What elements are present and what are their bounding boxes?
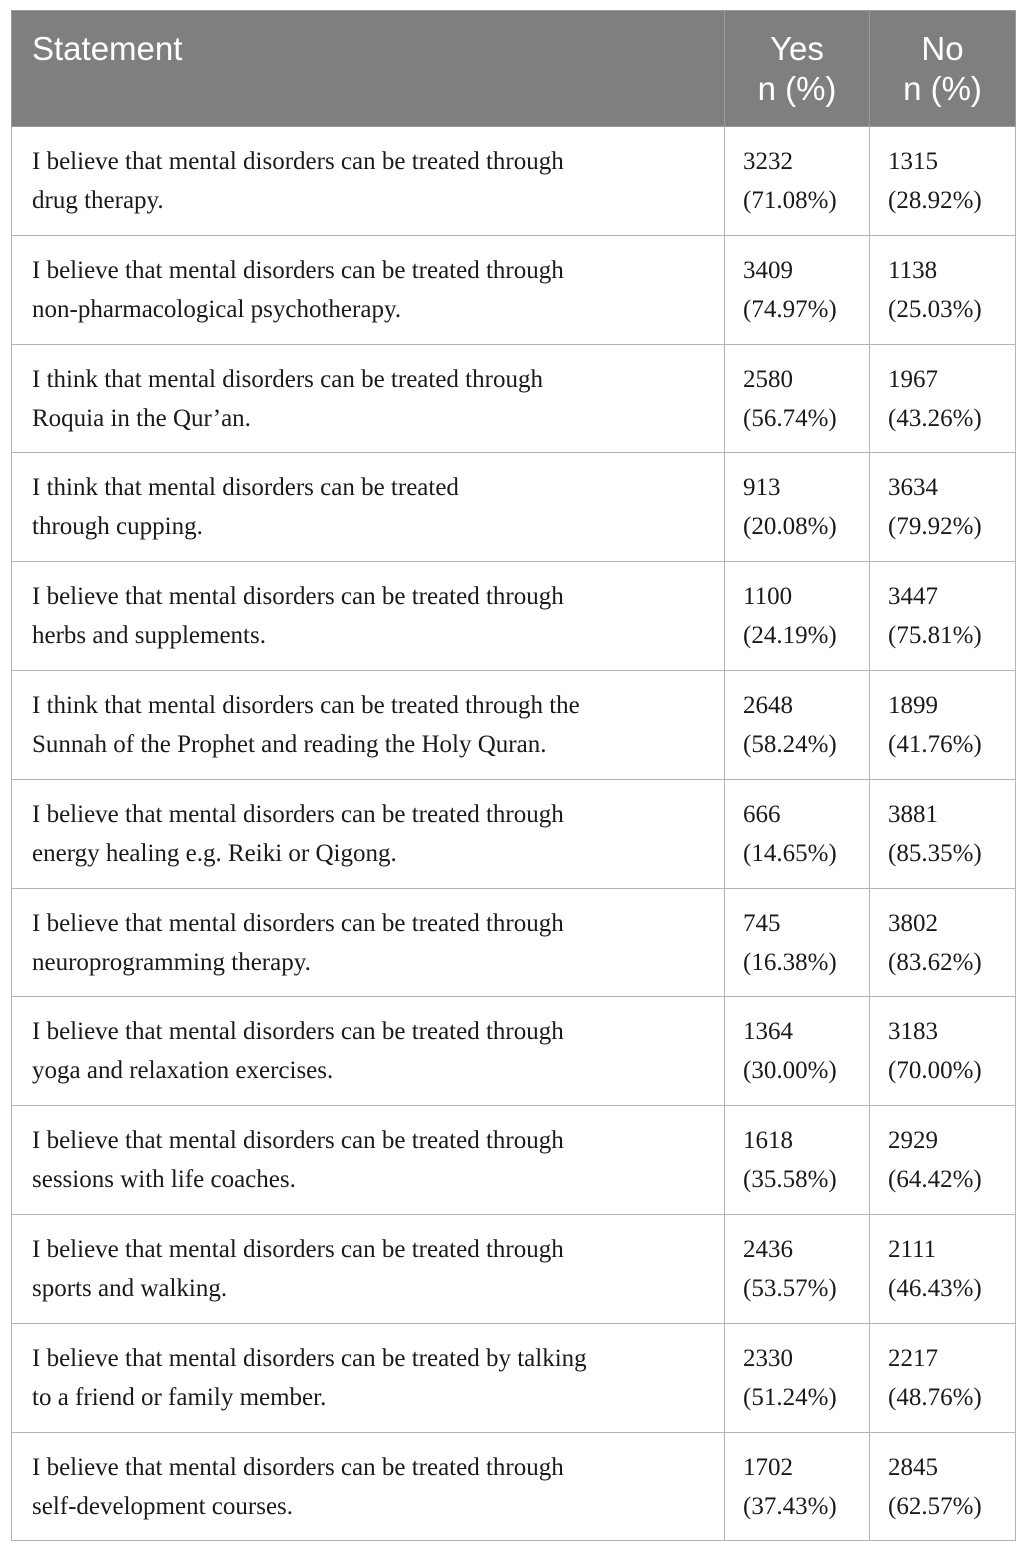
statement-cell [12, 997, 725, 1106]
yes-cell [725, 670, 870, 779]
no-cell [870, 997, 1016, 1106]
statement-line-2: Roquia in the Qur’an. [32, 404, 251, 432]
no-percent: (41.76%) [888, 730, 982, 758]
table-row [12, 453, 1016, 562]
table-row [12, 1323, 1016, 1432]
no-count: 1315 [888, 148, 938, 175]
statement-line-2: herbs and supplements. [32, 622, 266, 650]
no-count: 3881 [888, 800, 938, 828]
yes-cell [725, 1214, 870, 1323]
yes-cell [725, 235, 870, 344]
statement-line-1: I believe that mental disorders can be treated through [32, 583, 564, 611]
yes-percent: (20.08%) [743, 513, 837, 541]
statement-line-1: I believe that mental disorders can be treated through [32, 909, 564, 937]
no-cell [870, 1106, 1016, 1215]
results-table-container [11, 10, 1015, 1541]
header-no [870, 11, 1016, 127]
yes-count: 666 [743, 800, 781, 828]
table-row [12, 344, 1016, 453]
statement-cell [12, 562, 725, 671]
yes-count: 2580 [743, 365, 793, 393]
yes-percent: (74.97%) [743, 295, 837, 323]
yes-cell [725, 127, 870, 236]
no-count: 1899 [888, 691, 938, 719]
yes-percent: (56.74%) [743, 404, 837, 432]
table-row [12, 1106, 1016, 1215]
yes-percent: (51.24%) [743, 1383, 837, 1411]
statement-cell [12, 235, 725, 344]
no-count: 3634 [888, 474, 938, 502]
yes-percent: (35.58%) [743, 1166, 837, 1194]
no-cell [870, 670, 1016, 779]
no-cell [870, 1323, 1016, 1432]
yes-count: 745 [743, 909, 781, 937]
statement-line-1: I think that mental disorders can be treated [32, 474, 459, 502]
no-cell [870, 127, 1016, 236]
yes-percent: (30.00%) [743, 1057, 837, 1085]
statement-line-2: sessions with life coaches. [32, 1166, 296, 1194]
statement-line-2: Sunnah of the Prophet and reading the Holy Quran. [32, 730, 547, 758]
table-row [12, 1214, 1016, 1323]
no-percent: (79.92%) [888, 513, 982, 541]
no-percent: (48.76%) [888, 1383, 982, 1411]
results-table [11, 10, 1016, 1541]
statement-cell [12, 670, 725, 779]
yes-count: 1364 [743, 1018, 793, 1046]
yes-count: 3409 [743, 256, 793, 284]
yes-percent: (14.65%) [743, 839, 837, 867]
statement-cell [12, 344, 725, 453]
yes-cell [725, 562, 870, 671]
yes-cell [725, 997, 870, 1106]
table-row [12, 127, 1016, 236]
yes-count: 2436 [743, 1235, 793, 1263]
no-cell [870, 344, 1016, 453]
header-no-label: No [921, 30, 964, 67]
no-percent: (28.92%) [888, 187, 982, 214]
table-body [12, 127, 1016, 1541]
no-cell [870, 888, 1016, 997]
yes-cell [725, 344, 870, 453]
yes-count: 3232 [743, 148, 793, 175]
statement-line-2: drug therapy. [32, 187, 164, 214]
no-count: 3447 [888, 583, 938, 611]
no-percent: (83.62%) [888, 948, 982, 976]
statement-line-2: sports and walking. [32, 1274, 228, 1302]
statement-line-1: I believe that mental disorders can be treated through [32, 800, 564, 828]
table-row [12, 1432, 1016, 1541]
yes-count: 1618 [743, 1127, 793, 1155]
yes-count: 1702 [743, 1453, 793, 1481]
no-count: 2217 [888, 1344, 938, 1372]
statement-cell [12, 453, 725, 562]
yes-percent: (24.19%) [743, 622, 837, 650]
statement-cell [12, 1432, 725, 1541]
no-cell [870, 235, 1016, 344]
table-row [12, 235, 1016, 344]
no-count: 1138 [888, 256, 938, 284]
statement-line-1: I think that mental disorders can be treated through the [32, 691, 580, 719]
yes-percent: (71.08%) [743, 187, 837, 214]
statement-line-1: I believe that mental disorders can be treated through [32, 1127, 564, 1155]
statement-line-2: to a friend or family member. [32, 1383, 327, 1411]
no-count: 2845 [888, 1453, 938, 1481]
yes-percent: (37.43%) [743, 1492, 837, 1520]
no-count: 3183 [888, 1018, 938, 1046]
statement-cell [12, 1214, 725, 1323]
no-cell [870, 1214, 1016, 1323]
table-row [12, 888, 1016, 997]
yes-count: 913 [743, 474, 781, 502]
statement-line-2: through cupping. [32, 513, 203, 541]
statement-cell [12, 1323, 725, 1432]
statement-line-2: non-pharmacological psychotherapy. [32, 295, 402, 323]
header-yes-unit: n (%) [757, 70, 837, 107]
yes-cell [725, 1323, 870, 1432]
statement-line-1: I believe that mental disorders can be treated by talking [32, 1344, 587, 1372]
yes-cell [725, 888, 870, 997]
statement-line-2: energy healing e.g. Reiki or Qigong. [32, 839, 397, 867]
statement-line-1: I believe that mental disorders can be treated through [32, 148, 564, 175]
no-count: 2111 [888, 1235, 937, 1263]
statement-line-1: I believe that mental disorders can be treated through [32, 256, 564, 284]
no-percent: (75.81%) [888, 622, 982, 650]
no-percent: (62.57%) [888, 1492, 982, 1520]
no-count: 2929 [888, 1127, 938, 1155]
no-percent: (85.35%) [888, 839, 982, 867]
header-statement-label: Statement [32, 30, 183, 67]
yes-percent: (58.24%) [743, 730, 837, 758]
table-row [12, 997, 1016, 1106]
no-cell [870, 453, 1016, 562]
yes-percent: (53.57%) [743, 1274, 837, 1302]
no-percent: (25.03%) [888, 295, 982, 323]
statement-line-2: neuroprogramming therapy. [32, 948, 311, 976]
statement-line-1: I believe that mental disorders can be treated through [32, 1235, 564, 1263]
statement-line-2: yoga and relaxation exercises. [32, 1057, 334, 1085]
statement-line-1: I think that mental disorders can be treated through [32, 365, 543, 393]
table-header [12, 11, 1016, 127]
no-percent: (70.00%) [888, 1057, 982, 1085]
yes-percent: (16.38%) [743, 948, 837, 976]
no-cell [870, 562, 1016, 671]
no-count: 3802 [888, 909, 938, 937]
yes-count: 1100 [743, 583, 793, 611]
yes-cell [725, 1106, 870, 1215]
statement-line-1: I believe that mental disorders can be treated through [32, 1018, 564, 1046]
no-percent: (64.42%) [888, 1166, 982, 1194]
yes-cell [725, 1432, 870, 1541]
header-no-unit: n (%) [903, 70, 982, 107]
statement-cell [12, 127, 725, 236]
no-percent: (46.43%) [888, 1274, 982, 1302]
table-row [12, 670, 1016, 779]
yes-count: 2330 [743, 1344, 793, 1372]
header-statement [12, 11, 725, 127]
statement-line-2: self-development courses. [32, 1492, 294, 1520]
header-row [12, 11, 1016, 127]
table-row [12, 562, 1016, 671]
header-yes-label: Yes [770, 30, 824, 67]
no-count: 1967 [888, 365, 938, 393]
table-row [12, 779, 1016, 888]
statement-cell [12, 779, 725, 888]
yes-cell [725, 779, 870, 888]
yes-cell [725, 453, 870, 562]
no-percent: (43.26%) [888, 404, 982, 432]
no-cell [870, 1432, 1016, 1541]
statement-line-1: I believe that mental disorders can be treated through [32, 1453, 564, 1481]
header-yes [725, 11, 870, 127]
yes-count: 2648 [743, 691, 793, 719]
statement-cell [12, 888, 725, 997]
statement-cell [12, 1106, 725, 1215]
no-cell [870, 779, 1016, 888]
